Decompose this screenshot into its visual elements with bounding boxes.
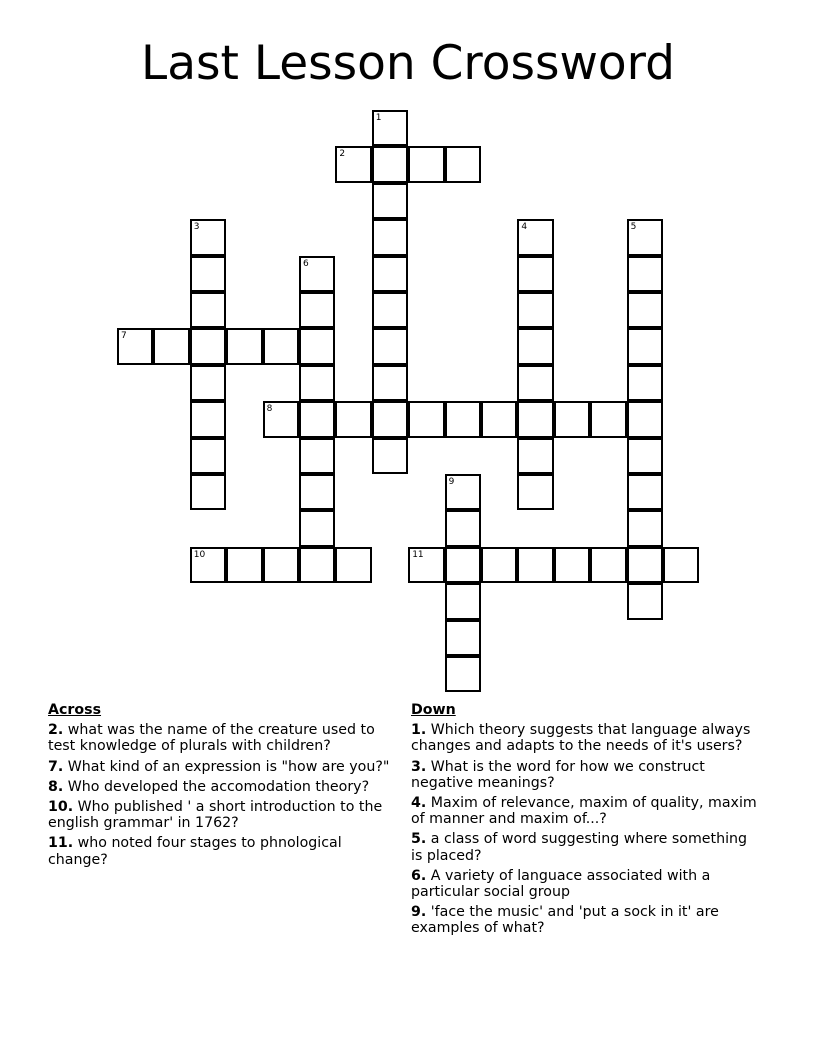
down-clues [411, 702, 761, 941]
cell-input[interactable] [519, 440, 551, 472]
cell-input[interactable] [519, 221, 551, 253]
cell-input[interactable] [301, 476, 333, 508]
cell-number: 8 [266, 404, 273, 415]
crossword-cell[interactable] [299, 510, 335, 546]
crossword-cell[interactable] [372, 401, 408, 437]
cell-input[interactable] [447, 148, 479, 180]
crossword-cell[interactable] [117, 328, 153, 364]
crossword-cell[interactable] [408, 146, 444, 182]
crossword-cell[interactable] [408, 401, 444, 437]
cell-input[interactable] [374, 330, 406, 362]
clue-number: 1. [411, 722, 427, 739]
crossword-cell[interactable] [190, 256, 226, 292]
clue-text: Which theory suggests that language always changes and adapts to the needs of it's users? [411, 722, 751, 755]
cell-input[interactable] [592, 549, 624, 581]
cell-input[interactable] [374, 440, 406, 472]
clue-across-8 [48, 779, 393, 795]
crossword-cell[interactable] [190, 547, 226, 583]
cell-input[interactable] [374, 148, 406, 180]
crossword-cell[interactable] [263, 401, 299, 437]
crossword-cell[interactable] [445, 401, 481, 437]
crossword-cell[interactable] [226, 328, 262, 364]
crossword-cell[interactable] [445, 583, 481, 619]
crossword-cell[interactable] [226, 547, 262, 583]
cell-input[interactable] [192, 258, 224, 290]
crossword-cell[interactable] [445, 656, 481, 692]
cell-input[interactable] [629, 440, 661, 472]
cell-number: 4 [521, 222, 528, 233]
crossword-cell[interactable] [517, 401, 553, 437]
cell-input[interactable] [483, 549, 515, 581]
cell-input[interactable] [556, 549, 588, 581]
cell-input[interactable] [483, 403, 515, 435]
across-clues [48, 702, 393, 872]
cell-input[interactable] [155, 330, 187, 362]
crossword-cell[interactable] [627, 256, 663, 292]
crossword-cell[interactable] [554, 547, 590, 583]
crossword-cell[interactable] [299, 328, 335, 364]
cell-input[interactable] [119, 330, 151, 362]
cell-input[interactable] [447, 658, 479, 690]
cell-input[interactable] [337, 148, 369, 180]
cell-input[interactable] [519, 258, 551, 290]
crossword-cell[interactable] [299, 547, 335, 583]
clue-across-11 [48, 835, 393, 867]
cell-input[interactable] [374, 403, 406, 435]
crossword-cell[interactable] [445, 474, 481, 510]
crossword-cell[interactable] [627, 365, 663, 401]
clue-number: 3. [411, 758, 427, 775]
crossword-cell[interactable] [517, 438, 553, 474]
cell-input[interactable] [301, 512, 333, 544]
crossword-cell[interactable] [372, 256, 408, 292]
cell-input[interactable] [337, 403, 369, 435]
clue-number: 2. [48, 722, 64, 739]
cell-input[interactable] [374, 258, 406, 290]
crossword-cell[interactable] [190, 292, 226, 328]
cell-input[interactable] [301, 549, 333, 581]
cell-input[interactable] [629, 476, 661, 508]
cell-input[interactable] [301, 294, 333, 326]
cell-number: 7 [121, 331, 127, 342]
clue-number: 5. [411, 831, 427, 848]
cell-input[interactable] [447, 622, 479, 654]
clue-number: 8. [48, 778, 64, 795]
cell-input[interactable] [629, 330, 661, 362]
clue-text: a class of word suggesting where something is placed? [411, 831, 748, 864]
cell-input[interactable] [374, 294, 406, 326]
crossword-cell[interactable] [517, 292, 553, 328]
crossword-cell[interactable] [372, 110, 408, 146]
crossword-cell[interactable] [481, 547, 517, 583]
clue-down-3 [411, 759, 761, 791]
crossword-cell[interactable] [299, 365, 335, 401]
crossword-cell[interactable] [372, 292, 408, 328]
across-heading: Across [48, 702, 102, 718]
cell-input[interactable] [192, 367, 224, 399]
cell-input[interactable] [410, 549, 442, 581]
clue-number: 6. [411, 867, 427, 884]
clue-number: 4. [411, 795, 427, 812]
crossword-cell[interactable] [299, 474, 335, 510]
clue-text: Who developed the accomodation theory? [67, 778, 370, 795]
crossword-cell[interactable] [627, 219, 663, 255]
cell-input[interactable] [228, 330, 260, 362]
cell-input[interactable] [265, 403, 297, 435]
cell-input[interactable] [301, 330, 333, 362]
crossword-cell[interactable] [335, 401, 371, 437]
crossword-cell[interactable] [190, 219, 226, 255]
cell-input[interactable] [629, 221, 661, 253]
cell-input[interactable] [629, 585, 661, 617]
clue-text: who noted four stages to phnological change? [48, 835, 342, 868]
crossword-cell[interactable] [263, 328, 299, 364]
cell-input[interactable] [410, 403, 442, 435]
clue-down-9 [411, 904, 761, 936]
cell-input[interactable] [629, 549, 661, 581]
cell-number: 10 [193, 549, 206, 560]
cell-input[interactable] [301, 403, 333, 435]
cell-input[interactable] [519, 476, 551, 508]
cell-input[interactable] [301, 440, 333, 472]
crossword-cell[interactable] [445, 146, 481, 182]
clue-down-1 [411, 722, 761, 754]
cell-input[interactable] [228, 549, 260, 581]
page-title: Last Lesson Crossword [141, 36, 675, 91]
cell-input[interactable] [301, 258, 333, 290]
crossword-cell[interactable] [445, 620, 481, 656]
crossword-cell[interactable] [153, 328, 189, 364]
cell-input[interactable] [192, 221, 224, 253]
clue-text: A variety of languace associated with a particular social group [411, 867, 711, 901]
cell-input[interactable] [192, 549, 224, 581]
cell-input[interactable] [192, 294, 224, 326]
cell-input[interactable] [447, 476, 479, 508]
crossword-cell[interactable] [627, 328, 663, 364]
crossword-cell[interactable] [517, 256, 553, 292]
cell-input[interactable] [629, 403, 661, 435]
crossword-cell[interactable] [481, 401, 517, 437]
cell-number: 5 [630, 222, 637, 233]
cell-input[interactable] [629, 512, 661, 544]
crossword-cell[interactable] [190, 365, 226, 401]
clue-number: 10. [48, 799, 74, 816]
crossword-cell[interactable] [517, 365, 553, 401]
cell-input[interactable] [519, 403, 551, 435]
crossword-cell[interactable] [190, 401, 226, 437]
cell-number: 2 [339, 149, 346, 160]
clue-text: What is the word for how we construct negative meanings? [411, 758, 705, 791]
clue-text: What kind of an expression is "how are you?" [67, 758, 390, 775]
cell-input[interactable] [192, 440, 224, 472]
cell-input[interactable] [519, 330, 551, 362]
crossword-cell[interactable] [627, 292, 663, 328]
crossword-cell[interactable] [627, 510, 663, 546]
cell-input[interactable] [192, 330, 224, 362]
crossword-cell[interactable] [372, 438, 408, 474]
crossword-cell[interactable] [590, 547, 626, 583]
cell-input[interactable] [519, 294, 551, 326]
crossword-cell[interactable] [299, 292, 335, 328]
crossword-cell[interactable] [263, 547, 299, 583]
cell-input[interactable] [337, 549, 369, 581]
crossword-cell[interactable] [299, 438, 335, 474]
clue-text: Who published ' a short introduction to the english grammar' in 1762? [48, 799, 383, 832]
clue-down-5 [411, 831, 761, 863]
crossword-cell[interactable] [299, 256, 335, 292]
clue-down-6 [411, 868, 761, 900]
clue-across-7 [48, 759, 393, 775]
crossword-cell[interactable] [590, 401, 626, 437]
crossword-cell[interactable] [445, 547, 481, 583]
crossword-cell[interactable] [372, 328, 408, 364]
clue-text: 'face the music' and 'put a sock in it' are examples of what? [411, 904, 719, 937]
cell-input[interactable] [192, 403, 224, 435]
crossword-cell[interactable] [372, 146, 408, 182]
clue-across-2 [48, 722, 393, 754]
cell-number: 9 [448, 477, 455, 487]
clue-text: Maxim of relevance, maxim of quality, maxim of manner and maxim of...? [411, 795, 757, 828]
crossword-cell[interactable] [190, 438, 226, 474]
crossword-cell[interactable] [408, 547, 444, 583]
cell-input[interactable] [519, 549, 551, 581]
cell-input[interactable] [629, 367, 661, 399]
clue-number: 11. [48, 835, 74, 852]
clue-across-10 [48, 799, 393, 831]
crossword-cell[interactable] [372, 219, 408, 255]
crossword-cell[interactable] [372, 183, 408, 219]
cell-input[interactable] [592, 403, 624, 435]
cell-input[interactable] [374, 367, 406, 399]
cell-input[interactable] [447, 549, 479, 581]
crossword-cell[interactable] [554, 401, 590, 437]
cell-number: 3 [193, 222, 200, 233]
clue-text: what was the name of the creature used to test knowledge of plurals with children? [48, 722, 375, 755]
cell-input[interactable] [410, 148, 442, 180]
crossword-cell[interactable] [517, 547, 553, 583]
crossword-cell[interactable] [335, 146, 371, 182]
crossword-cell[interactable] [299, 401, 335, 437]
cell-input[interactable] [447, 512, 479, 544]
cell-input[interactable] [629, 258, 661, 290]
cell-input[interactable] [447, 403, 479, 435]
clue-number: 7. [48, 758, 64, 775]
clue-down-4 [411, 795, 761, 827]
crossword-cell[interactable] [517, 219, 553, 255]
crossword-cell[interactable] [663, 547, 699, 583]
crossword-cell[interactable] [627, 583, 663, 619]
cell-input[interactable] [265, 330, 297, 362]
cell-input[interactable] [665, 549, 697, 581]
cell-input[interactable] [265, 549, 297, 581]
crossword-cell[interactable] [517, 328, 553, 364]
cell-input[interactable] [629, 294, 661, 326]
crossword-cell[interactable] [627, 401, 663, 437]
crossword-cell[interactable] [517, 474, 553, 510]
cell-number: 11 [412, 549, 424, 560]
cell-number: 1 [375, 113, 382, 123]
crossword-cell[interactable] [627, 474, 663, 510]
cell-input[interactable] [192, 476, 224, 508]
crossword-cell[interactable] [190, 328, 226, 364]
cell-input[interactable] [447, 585, 479, 617]
crossword-cell[interactable] [335, 547, 371, 583]
cell-input[interactable] [374, 185, 406, 217]
cell-input[interactable] [519, 367, 551, 399]
crossword-cell[interactable] [627, 438, 663, 474]
cell-input[interactable] [556, 403, 588, 435]
cell-input[interactable] [374, 221, 406, 253]
down-heading: Down [411, 702, 456, 718]
cell-input[interactable] [301, 367, 333, 399]
crossword-cell[interactable] [372, 365, 408, 401]
crossword-cell[interactable] [627, 547, 663, 583]
crossword-cell[interactable] [190, 474, 226, 510]
clue-number: 9. [411, 904, 427, 921]
cell-number: 6 [303, 258, 309, 269]
crossword-cell[interactable] [445, 510, 481, 546]
cell-input[interactable] [374, 112, 406, 144]
